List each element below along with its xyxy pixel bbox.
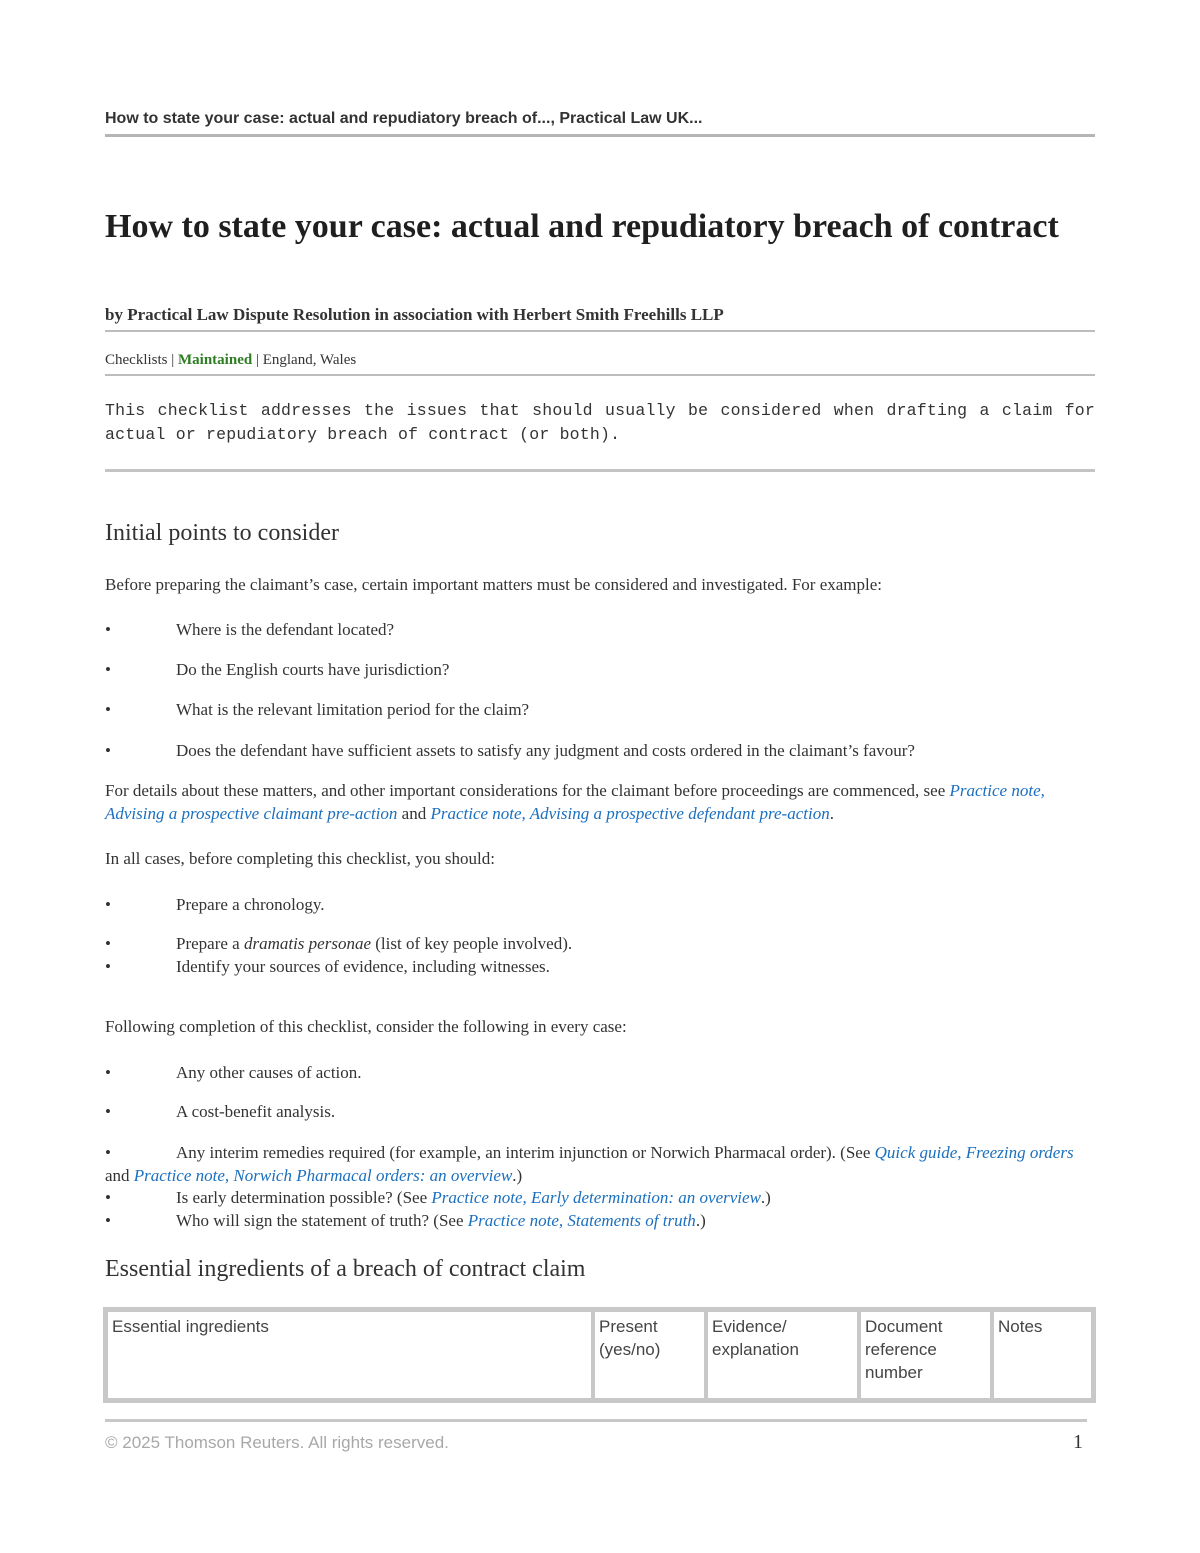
bullet: • [105, 957, 111, 976]
bullet: • [105, 741, 111, 760]
byline: by Practical Law Dispute Resolution in association with Herbert Smith Freehills LLP [105, 305, 1095, 332]
paragraph-details: For details about these matters, and other important considerations for the claimant before proceedings are commenced, see Practice note, Advising a prospective claimant pre-action and Practice note, Advising a prospective defendant pre-action. [105, 781, 1045, 823]
link-norwich-pharmacal[interactable]: Practice note, Norwich Pharmacal orders: an overview [133, 1166, 513, 1185]
column-header-evidence: Evidence/ explanation [706, 1310, 859, 1400]
bullet: • [105, 1102, 111, 1121]
link-claimant-pre-action[interactable]: Practice note, Advising a prospective claimant pre-action [105, 781, 1045, 823]
bullet: • [105, 1211, 111, 1230]
column-header-document-reference: Document reference number [859, 1310, 992, 1400]
list-item: • Prepare a dramatis personae (list of key people involved). [105, 934, 573, 953]
abstract: This checklist addresses the issues that should usually be considered when drafting a claim for actual or repudiatory breach of contract (or both). [105, 401, 1095, 444]
list-item: • Prepare a chronology. [105, 895, 325, 914]
bullet: • [105, 895, 111, 914]
bullet: • [105, 1143, 111, 1162]
list-item: • Any interim remedies required (for example, an interim injunction or Norwich Pharmacal order). (See Quick guide, Freezing orders and Practice note, Norwich Pharmacal orders: an overview.) [105, 1143, 1074, 1185]
column-header-notes: Notes [992, 1310, 1093, 1400]
list-item: • Do the English courts have jurisdiction? [105, 660, 450, 679]
ingredients-table [103, 1307, 1096, 1403]
column-header-essential-ingredients: Essential ingredients [106, 1310, 593, 1400]
paragraph-intro: Before preparing the claimant’s case, certain important matters must be considered and investigated. For example: [105, 575, 883, 594]
copyright-notice: © 2025 Thomson Reuters. All rights reserved. [105, 1433, 449, 1452]
list-item: • What is the relevant limitation period for the claim? [105, 700, 530, 719]
jurisdiction: England, Wales [262, 352, 357, 368]
list-item: • Where is the defendant located? [105, 620, 395, 639]
status-badge: Maintained [178, 352, 253, 368]
page-number: 1 [1073, 1431, 1083, 1453]
section-heading-initial-points: Initial points to consider [105, 520, 339, 546]
document-meta: Checklists | Maintained | England, Wales [105, 352, 1095, 376]
list-item: • A cost-benefit analysis. [105, 1102, 336, 1121]
column-header-present: Present (yes/no) [593, 1310, 706, 1400]
link-freezing-orders[interactable]: Quick guide, Freezing orders [874, 1143, 1074, 1162]
bullet: • [105, 1063, 111, 1082]
list-item: • Identify your sources of evidence, including witnesses. [105, 957, 550, 976]
bullet: • [105, 660, 111, 679]
bullet: • [105, 934, 111, 953]
list-item: • Who will sign the statement of truth? (See Practice note, Statements of truth.) [105, 1211, 706, 1230]
link-defendant-pre-action[interactable]: Practice note, Advising a prospective defendant pre-action [430, 804, 830, 823]
footer-divider [105, 1419, 1087, 1422]
running-header: How to state your case: actual and repudiatory breach of..., Practical Law UK... [105, 110, 1095, 137]
bullet: • [105, 620, 111, 639]
link-early-determination[interactable]: Practice note, Early determination: an overview [431, 1188, 761, 1207]
bullet: • [105, 700, 111, 719]
section-divider [105, 469, 1095, 472]
link-statements-of-truth[interactable]: Practice note, Statements of truth [467, 1211, 696, 1230]
table-header-row [106, 1310, 1093, 1400]
paragraph-after-intro: Following completion of this checklist, consider the following in every case: [105, 1017, 627, 1036]
list-item: • Is early determination possible? (See Practice note, Early determination: an overview.) [105, 1188, 771, 1207]
paragraph-before-intro: In all cases, before completing this checklist, you should: [105, 849, 495, 868]
page-title: How to state your case: actual and repudiatory breach of contract [105, 208, 1059, 245]
bullet: • [105, 1188, 111, 1207]
list-item: • Does the defendant have sufficient assets to satisfy any judgment and costs ordered in the claimant’s favour? [105, 741, 915, 760]
list-item: • Any other causes of action. [105, 1063, 362, 1082]
section-heading-essential-ingredients: Essential ingredients of a breach of contract claim [105, 1256, 586, 1282]
resource-type: Checklists [105, 352, 168, 368]
